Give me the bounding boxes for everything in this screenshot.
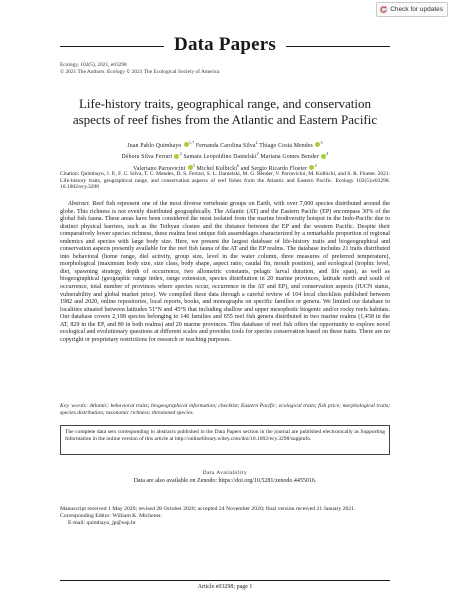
keywords-text: Atlantic; behavioral traits; biogeographical information; checklist; Eastern Pacific; ecological traits; fish price; morphological traits; species distribution; taxonomic richness; threatened species. bbox=[60, 403, 390, 416]
footnotes bbox=[60, 506, 390, 526]
journal-meta bbox=[60, 62, 220, 75]
affiliation-sup: 3 bbox=[320, 141, 323, 145]
page-footer: Article e03298; page 1 bbox=[60, 580, 390, 590]
orcid-icon[interactable] bbox=[309, 165, 314, 170]
author-name: Mariana Gomes Bender bbox=[260, 154, 319, 161]
section-banner bbox=[60, 34, 390, 56]
corresponding-email: E-mail: quimbayo_jp@usp.br bbox=[68, 519, 136, 526]
keywords bbox=[60, 403, 390, 416]
author-line-1 bbox=[60, 139, 390, 150]
affiliation-sup: 6 bbox=[237, 163, 240, 168]
author-name: and Sergio Ricardo Floeter bbox=[240, 165, 308, 172]
data-availability-heading: Data Availability bbox=[202, 470, 248, 476]
author-name: Samara Leopoldino Danielski bbox=[183, 154, 257, 161]
affiliation-sup: 5 bbox=[193, 163, 196, 168]
author-line-2 bbox=[60, 150, 390, 161]
affiliation-sup: 1,7 bbox=[189, 141, 195, 145]
author-name: Juan Pablo Quimbayo bbox=[127, 142, 182, 149]
check-for-updates-label: Check for updates bbox=[390, 6, 443, 13]
orcid-icon[interactable] bbox=[174, 154, 179, 159]
author-name: Débora Silva Ferrari bbox=[121, 154, 173, 161]
affiliation-sup: 2 bbox=[314, 163, 317, 168]
refresh-icon bbox=[379, 5, 388, 14]
journal-line: Ecology, 102(5), 2021, e03298 bbox=[60, 62, 127, 68]
section-title: Data Papers bbox=[164, 34, 286, 56]
abstract-text: Reef fish represent one of the most diverse vertebrate groups on Earth, with over 7,000 species distributed around the globe. This richness is not evenly distributed geographically. The Atlantic (AT) and the Eastern Pacific (EP) encompass 30% of the global fish fauna. These areas have been considered the most isolated from the marine biodiversity hotspot in the Indo-Pacific due to distinct physical barriers, such as the Tethyan closure and the distance between the EP and the western Pacific. Despite their comparatively lower species richness, these realms host unique fish assemblages characterized by a remarkable proportion of regional endemics and species with large body size. Here, we present the largest database of life-history traits and biogeographical and conservation aspects presently available for the reef fish fauna of the AT and the EP realms. The database includes 21 traits distributed into behavioral (home range, diel activity, group size, level in the water column, three measures of preferred temperature), morphological (maximum body size, size class, body shape, aspect ratio, caudal fin, mouth position), and ecological (trophic level, diet, spawning strategy, depth of occurrence, two allometric constants, pelagic larval duration, and life span), as well as biogeographical (geographic range index, range extension, species distribution in 20 marine provinces, latitude north and south of occurrence, total number of provinces where species occur, occurrence in the AT and EP), and conservation aspects (IUCN status, vulnerability and global market price). We compiled these data through a careful review of 104 local checklists published between 1982 and 2020, online repositories, local reports, books, and monographs on specific families or genera. We limited our database to localities situated between latitudes 51°N and 45°S that including shallow and upper mesophotic biogenic and/or rocky reefs habitats. Our database covers 2,198 species belonging to 146 families and 655 reef fish genera distributed in two marine realms (1,458 in the AT, 829 in the EP, and 89 in both realms) and 20 marine provinces. This database of reef fish offers the opportunity to explore novel ecological and evolutionary questions at different scales and provides tools for species conservation based on these traits. There are no copyright or proprietary restrictions for research or teaching purposes. bbox=[60, 201, 390, 343]
author-name: Michel Kulbicki bbox=[196, 165, 238, 172]
author-name: Valeriano Parravicini bbox=[133, 165, 186, 172]
affiliation-sup: 2 bbox=[255, 141, 258, 145]
author-name: Thiago Costa Mendes bbox=[259, 142, 313, 149]
affiliation-sup: 4 bbox=[326, 152, 329, 157]
abstract bbox=[60, 201, 390, 344]
data-availability-text: Data are also available on Zenodo: https://doi.org/10.5281/zenodo.4455016. bbox=[133, 478, 317, 484]
affiliation-sup: 2 bbox=[179, 152, 182, 157]
keywords-label: Key words: bbox=[60, 403, 89, 409]
orcid-icon[interactable] bbox=[188, 163, 196, 170]
orcid-icon[interactable] bbox=[315, 142, 320, 147]
affiliation-sup: 2 bbox=[256, 152, 259, 157]
citation: Citation: Quimbayo, J. P., F. C. Silva, T. C. Mendes, D. S. Ferrari, S. L. Danielski, M. G. Bender, V. Parravicini, M. Kulbicki, and S. R. Floeter. 2021. Life-history traits, geographical range, and conservation aspects of reef fishes from the Atlantic and Eastern Pacific. Ecology 102(5):e03298. 10.1002/ecy.3298 bbox=[60, 171, 390, 191]
check-for-updates-button[interactable] bbox=[376, 2, 448, 17]
copyright-line: © 2021 The Authors. Ecology © 2021 The Ecological Society of America bbox=[60, 68, 220, 75]
manuscript-history: Manuscript received 1 May 2020; revised 28 October 2020; accepted 24 November 2020; final version received 21 January 2021. Corresponding Editor: William K. Michener. bbox=[60, 506, 356, 519]
article-title: Life-history traits, geographical range, and conservation aspects of reef fishes from the Atlantic and Eastern Pacific bbox=[72, 96, 378, 127]
supporting-info-box: The complete data sets corresponding to abstracts published in the Data Papers section in the journal are published electronically as Supporting Information in the online version of this article at http://onlinelibrary.wiley.com/doi/10.1002/ecy.3298/suppinfo. bbox=[60, 425, 390, 455]
author-name: Fernanda Carolina Silva bbox=[195, 142, 256, 149]
author-list bbox=[60, 139, 390, 173]
orcid-icon[interactable] bbox=[184, 142, 189, 147]
abstract-label: Abstract. bbox=[68, 201, 91, 207]
